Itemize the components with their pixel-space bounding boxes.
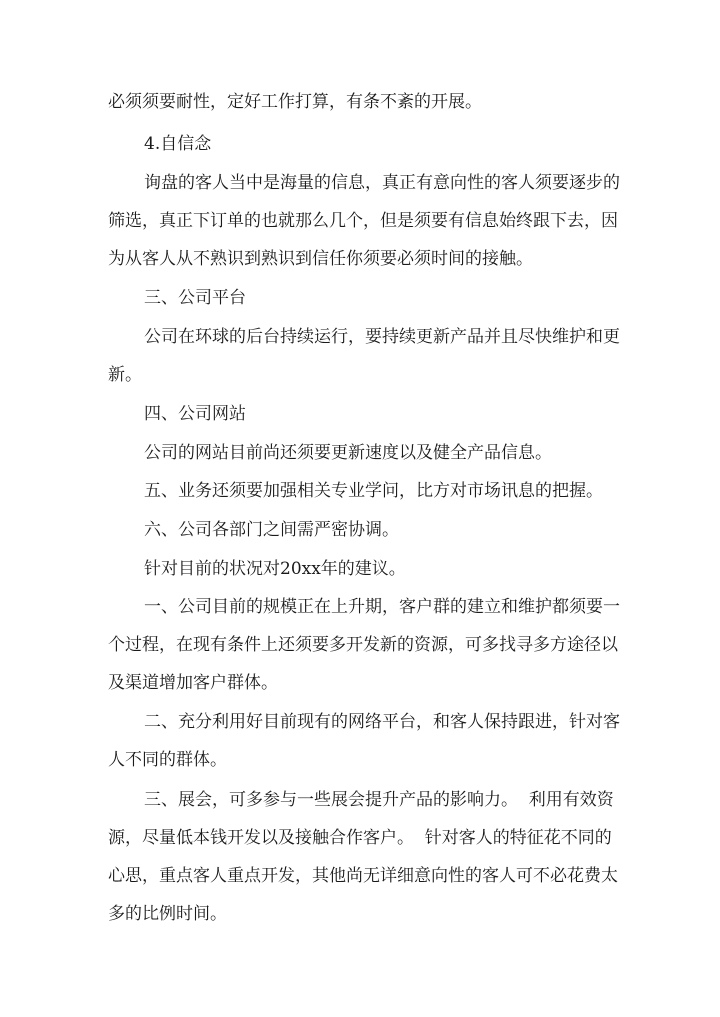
section-heading <box>0 399 720 429</box>
text-line <box>0 745 720 775</box>
text-line <box>0 244 720 274</box>
text-line-content: 个过程，在现有条件上还须要多开发新的资源，可多找寻多方途径以 <box>108 635 618 655</box>
text-line <box>0 861 720 891</box>
text-line-content: 为从客人从不熟识到熟识到信任你须要必须时间的接触。 <box>108 249 533 269</box>
section-heading-text: 4.自信念 <box>144 134 212 154</box>
section-heading <box>0 283 720 313</box>
text-line <box>0 87 720 117</box>
text-line-content: 针对目前的状况对20xx年的建议。 <box>144 559 406 579</box>
text-line-content: 人不同的群体。 <box>108 750 227 770</box>
text-line <box>0 206 720 236</box>
text-line-content: 六、公司各部门之间需严密协调。 <box>144 520 399 540</box>
text-line <box>0 668 720 698</box>
text-line <box>0 168 720 198</box>
text-line <box>0 476 720 506</box>
text-line-content: 多的比例时间。 <box>108 904 227 924</box>
text-line <box>0 785 720 815</box>
text-line-content: 筛选，真正下订单的也就那么几个，但是须要有信息始终跟下去，因 <box>108 211 618 231</box>
text-line-content: 源，尽量低本钱开发以及接触合作客户。 针对客人的特征花不同的 <box>108 828 612 848</box>
text-line-content: 心思，重点客人重点开发，其他尚无详细意向性的客人可不必花费太 <box>108 866 618 886</box>
text-line-content: 及渠道增加客户群体。 <box>108 673 278 693</box>
text-line-content: 必须须要耐性，定好工作打算，有条不紊的开展。 <box>108 92 482 112</box>
text-line-content: 新。 <box>108 365 142 385</box>
text-line <box>0 899 720 929</box>
text-line-content: 三、展会，可多参与一些展会提升产品的影响力。 利用有效资 <box>144 790 614 810</box>
text-line-content: 公司在环球的后台持续运行，要持续更新产品并且尽快维护和更 <box>144 327 620 347</box>
section-heading <box>0 129 720 159</box>
text-line <box>0 554 720 584</box>
text-line <box>0 438 720 468</box>
text-line <box>0 630 720 660</box>
text-line <box>0 322 720 352</box>
text-line-content: 五、业务还须要加强相关专业学问，比方对市场讯息的把握。 <box>144 481 603 501</box>
section-heading-text: 四、公司网站 <box>144 404 246 424</box>
text-line <box>0 360 720 390</box>
text-line-content: 一、公司目前的规模正在上升期，客户群的建立和维护都须要一 <box>144 597 620 617</box>
section-heading-text: 三、公司平台 <box>144 288 246 308</box>
text-line-content: 询盘的客人当中是海量的信息，真正有意向性的客人须要逐步的 <box>144 173 620 193</box>
text-line <box>0 823 720 853</box>
text-line-content: 公司的网站目前尚还须要更新速度以及健全产品信息。 <box>144 443 552 463</box>
text-line <box>0 707 720 737</box>
text-line <box>0 515 720 545</box>
text-line-content: 二、充分利用好目前现有的网络平台，和客人保持跟进，针对客 <box>144 712 620 732</box>
text-line <box>0 592 720 622</box>
